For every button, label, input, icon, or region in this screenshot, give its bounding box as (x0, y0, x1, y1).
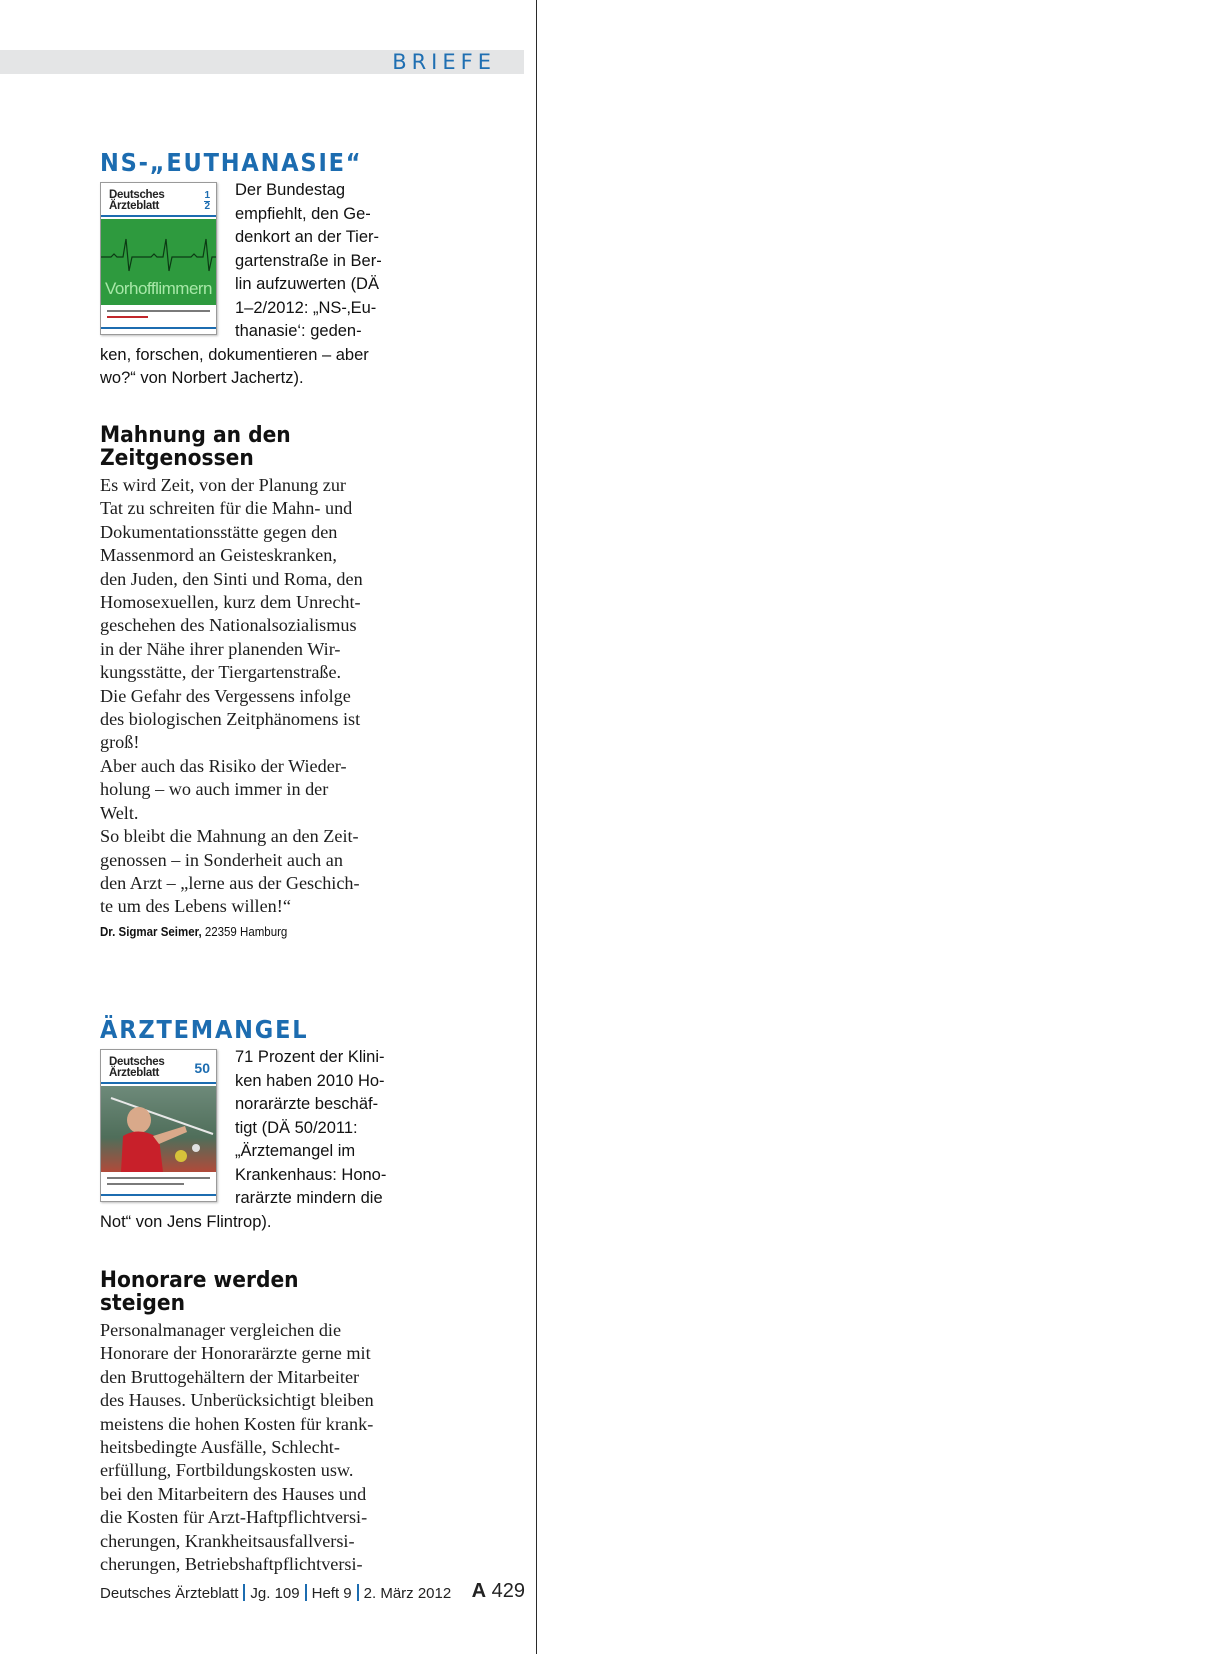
journal-cover-thumbnail (100, 1049, 217, 1202)
letter-headline: Mahnung an den Zeitgenossen (100, 423, 291, 471)
journal-name: Deutsches Ärzteblatt (100, 1585, 239, 1602)
cover-masthead: Deutsches Ärzteblatt (109, 189, 165, 212)
issue-date: 2. März 2012 (363, 1585, 452, 1602)
section-header-band (0, 50, 524, 74)
article-aerztemangel (100, 1015, 387, 1234)
cover-issue-number: 50 (194, 1060, 210, 1076)
cover-masthead: Deutsches Ärzteblatt (109, 1056, 165, 1079)
letter-body: Personalmanager vergleichen die Honorare der Honorarärzte gerne mit den Bruttogehältern der Mitarbeiter des Hauses. Unberücksichtigt bleiben meistens die hohen Kosten für krank- heitsbedingte Ausfälle, Schlecht- erfüllung, Fortbildungskosten usw. bei den Mitarbeitern des Hauses und die Kosten für Arzt-Haftpflichtversi- cherungen, Krankheitsausfallversi- cherungen, Betriebshaftpflichtversi- (100, 1320, 374, 1575)
teaser-block (100, 1046, 387, 1234)
page-footer (100, 1580, 525, 1602)
page-number: A 429 (471, 1580, 525, 1602)
letter-signature (100, 925, 358, 939)
topic-heading: ÄRZTEMANGEL (100, 1015, 309, 1044)
teaser-text: Der Bundestag empfiehlt, den Ge- denkort an der Tier- gartenstraße in Ber- lin aufzuwerten (DÄ 1–2/2012: „NS-‚Eu- thanasie‘: geden- ken, forschen, dokumentieren – aber wo?“ von Norbert Jachertz). (100, 181, 382, 387)
letter-headline: Honorare werden steigen (100, 1268, 299, 1316)
javelin-athlete-icon (101, 1086, 216, 1172)
issue: Heft 9 (311, 1585, 352, 1602)
letter-body: Es wird Zeit, von der Planung zur Tat zu schreiten für die Mahn- und Dokumentationsstätte gegen den Massenmord an Geisteskranken, den Juden, den Sinti und Roma, den Homosexuellen, kurz dem Unrecht- geschehen des Nationalsozialismus in der Nähe ihrer planenden Wir- kungsstätte, der Tiergartenstraße. Die Gefahr des Vergessens infolge des biologischen Zeitphänomens ist groß! Aber auch das Risiko der Wieder- holung – wo auch immer in der Welt. So bleibt die Mahnung an den Zeit- genossen – in Sonderheit auch an den Arzt – „lerne aus der Geschich- te um des Lebens willen!“ (100, 475, 363, 917)
letter-honorare (100, 1269, 380, 1576)
article-ns-euthanasie (100, 149, 380, 391)
author-place: 22359 Hamburg (204, 924, 288, 939)
section-label: BRIEFE (392, 50, 496, 74)
author-name: Dr. Sigmar Seimer, (100, 924, 202, 939)
teaser-block (100, 179, 380, 391)
cover-ecg-artwork (101, 219, 216, 305)
column-divider (536, 0, 537, 1654)
volume: Jg. 109 (250, 1585, 300, 1602)
journal-cover-thumbnail (100, 182, 217, 335)
cover-issue-number: 1 2 (204, 190, 210, 212)
cover-title: Vorhofflimmern (105, 279, 213, 298)
topic-heading: NS-„EUTHANASIE“ (100, 148, 363, 177)
teaser-text: 71 Prozent der Klini- ken haben 2010 Ho- norarärzte beschäf- tigt (DÄ 50/2011: „Ärztemangel im Krankenhaus: Hono- rarärzte mindern die Not“ von Jens Flintrop). (100, 1048, 387, 1231)
letter-mahnung (100, 424, 380, 939)
cover-athlete-photo (101, 1086, 216, 1172)
